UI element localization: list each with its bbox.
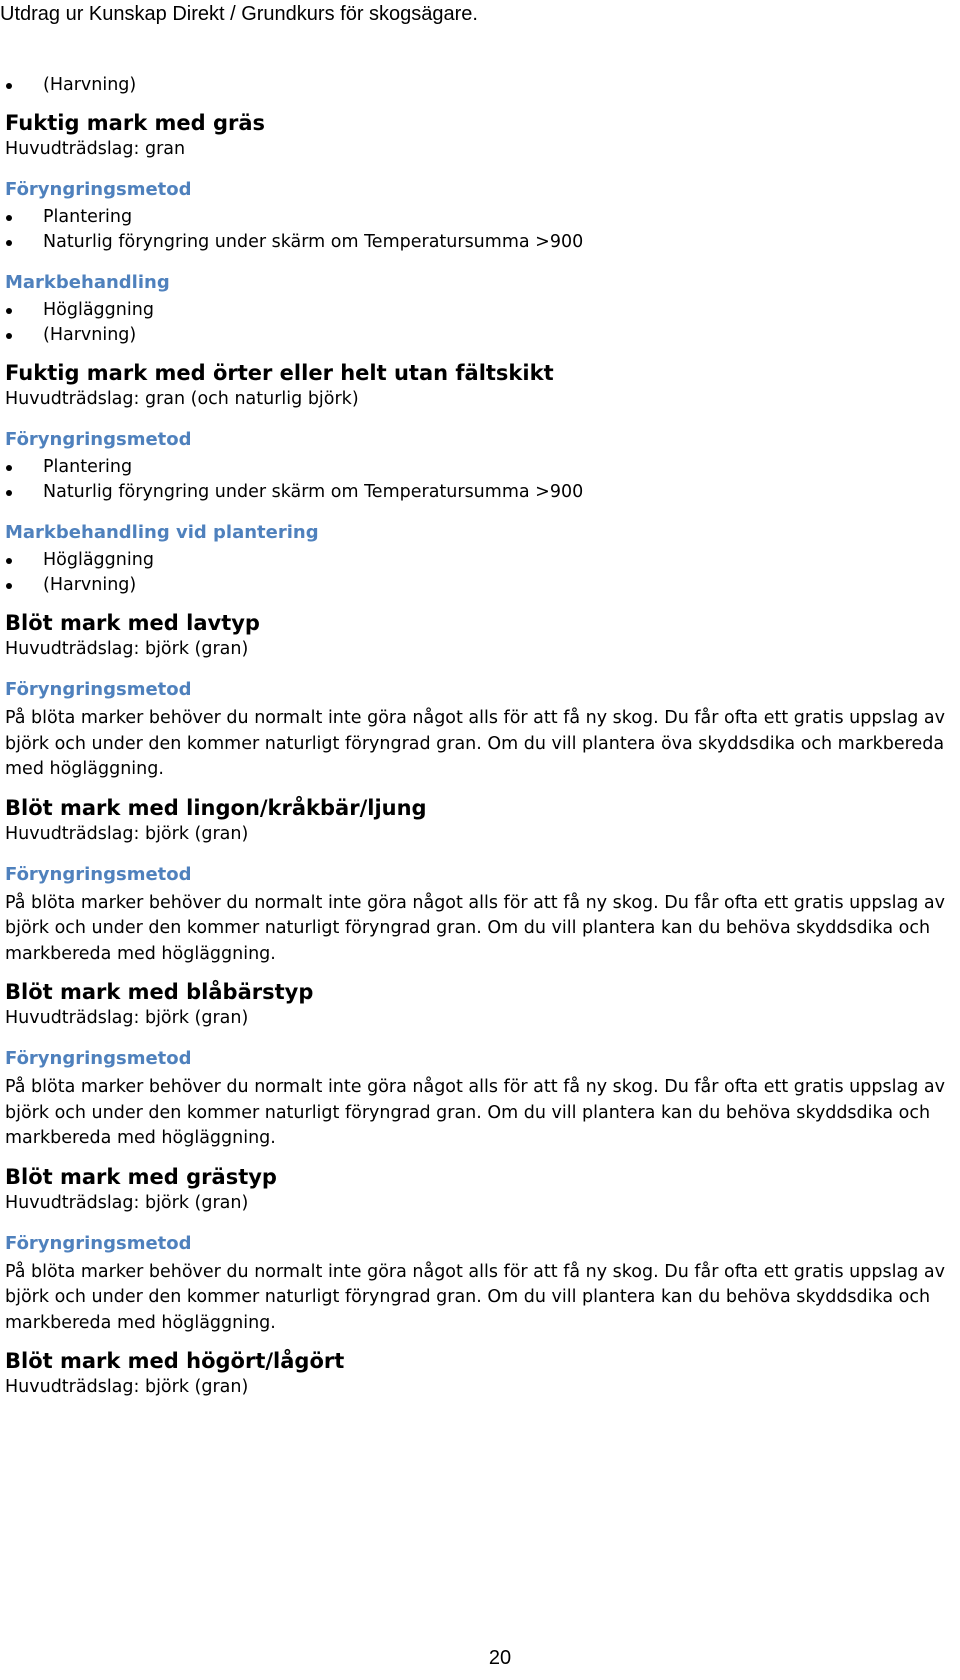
section-blot-mark-blabarstyp [5, 979, 955, 1152]
bullet-item: Högläggning [5, 298, 955, 323]
section-title: Blöt mark med lavtyp [5, 611, 260, 635]
main-species-line: Huvudträdslag: gran (och naturlig björk) [5, 389, 359, 409]
subheading: Föryngringsmetod [5, 1048, 192, 1069]
section-fuktig-mark-med-orter [5, 360, 955, 598]
bullet-item: Högläggning [5, 548, 955, 573]
section-blot-mark-lingon [5, 795, 955, 968]
section-title: Blöt mark med blåbärstyp [5, 980, 314, 1004]
subheading: Föryngringsmetod [5, 429, 192, 450]
top-bullet-list [5, 73, 955, 98]
paragraph: På blöta marker behöver du normalt inte göra något alls för att få ny skog. Du får ofta ett gratis uppslag av björk och under den kommer naturligt föryngrad gran. Om du vill plantera kan du behöva skyddsdika och markbereda med högläggning. [5, 892, 945, 964]
main-species-line: Huvudträdslag: björk (gran) [5, 1192, 249, 1213]
paragraph: På blöta marker behöver du normalt inte göra något alls för att få ny skog. Du får ofta ett gratis uppslag av björk och under den kommer naturligt föryngrad gran. Om du vill plantera kan du behöva skyddsdika och markbereda med högläggning. [5, 1261, 945, 1333]
main-species-line: Huvudträdslag: gran [5, 139, 186, 159]
section-title: Blöt mark med lingon/kråkbär/ljung [5, 795, 427, 820]
bullet-item: Plantering [5, 455, 955, 480]
bullet-list [5, 455, 955, 505]
document-body [5, 73, 955, 1400]
subheading: Föryngringsmetod [5, 679, 192, 700]
bullet-item: Naturlig föryngring under skärm om Temperatursumma >900 [5, 480, 955, 505]
bullet-item: Plantering [5, 205, 955, 230]
subheading: Markbehandling vid plantering [5, 522, 319, 543]
page-number: 20 [488, 1647, 512, 1669]
section-title: Blöt mark med grästyp [5, 1164, 277, 1189]
bullet-list [5, 548, 955, 598]
main-species-line: Huvudträdslag: björk (gran) [5, 1377, 249, 1397]
section-blot-mark-grastyp [5, 1164, 955, 1337]
paragraph: På blöta marker behöver du normalt inte göra något alls för att få ny skog. Du får ofta ett gratis uppslag av björk och under den kommer naturligt föryngrad gran. Om du vill plantera öva skyddsdika och markbereda med högläggning. [5, 708, 945, 779]
bullet-list [5, 205, 955, 255]
subheading: Föryngringsmetod [5, 179, 192, 200]
bullet-item: (Harvning) [5, 323, 955, 348]
bullet-item: Naturlig föryngring under skärm om Temperatursumma >900 [5, 230, 955, 255]
bullet-item: (Harvning) [5, 73, 955, 98]
subheading: Markbehandling [5, 272, 170, 293]
section-title: Blöt mark med högört/lågört [5, 1349, 345, 1373]
section-title: Fuktig mark med örter eller helt utan fältskikt [5, 361, 554, 385]
section-blot-mark-lavtyp [5, 610, 955, 783]
section-title: Fuktig mark med gräs [5, 111, 266, 135]
subheading: Föryngringsmetod [5, 1232, 192, 1254]
main-species-line: Huvudträdslag: björk (gran) [5, 1008, 249, 1028]
bullet-item: (Harvning) [5, 573, 955, 598]
main-species-line: Huvudträdslag: björk (gran) [5, 639, 249, 659]
paragraph: På blöta marker behöver du normalt inte göra något alls för att få ny skog. Du får ofta ett gratis uppslag av björk och under den kommer naturligt föryngrad gran. Om du vill plantera kan du behöva skyddsdika och markbereda med högläggning. [5, 1077, 945, 1148]
bullet-list [5, 298, 955, 348]
section-blot-mark-hogort [5, 1348, 955, 1400]
main-species-line: Huvudträdslag: björk (gran) [5, 823, 249, 844]
section-fuktig-mark-med-gras [5, 110, 955, 348]
subheading: Föryngringsmetod [5, 863, 192, 885]
page-header: Utdrag ur Kunskap Direkt / Grundkurs för skogsägare. [0, 3, 478, 25]
